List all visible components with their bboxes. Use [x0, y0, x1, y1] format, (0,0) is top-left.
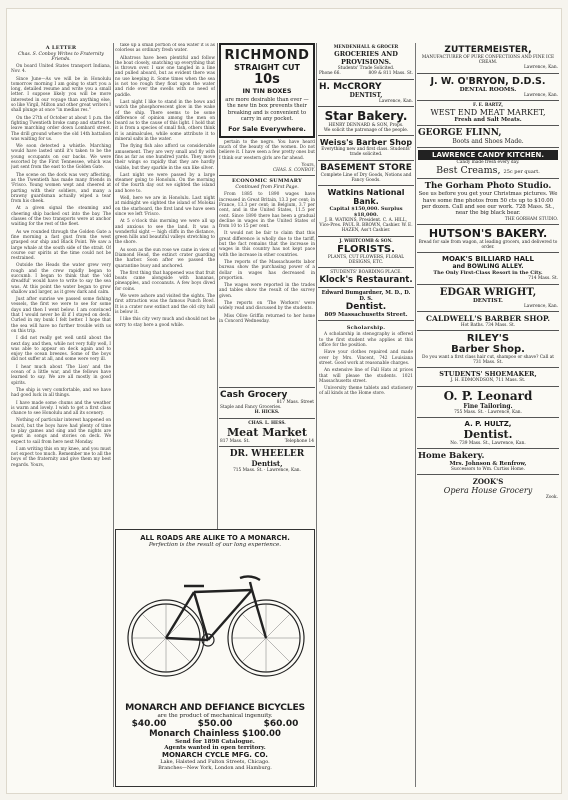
bicycle-illustration	[116, 548, 314, 698]
obryon-sub: DENTAL ROOMS.	[459, 86, 517, 93]
econ-body	[219, 192, 315, 324]
hultz-sub: Dentist.	[463, 427, 513, 441]
para: The flying fish also afford us considerable amusement. They are very small and fly with fins as far as one hundred yards. They move their wings so rapidly that they are hardly visible, but they sparkle in the sun like silver.	[115, 144, 215, 171]
leonard-ad	[417, 386, 559, 417]
monarch-prices	[116, 719, 314, 729]
mccrory-sub: DENTIST,	[349, 91, 383, 99]
bartz-sub: Fresh and Salt Meats.	[454, 117, 522, 124]
para: Well, here we are in Honolulu. Last night at midnight we sighted the island of Molokai on the starboard, the first land we have seen since we left 'Frisco.	[115, 196, 215, 217]
monarch-catalogue: Send for 1898 Catalogue.	[175, 739, 255, 745]
locals	[318, 320, 414, 400]
creams-title: Best Creams,	[436, 165, 501, 177]
riley-sub: Do you want a first class hair cut, shampoo or shave? Call at 731 Mass. St.	[422, 355, 554, 366]
para: The reports of the Massachusetts labor bureau show the purchasing power of a dollar in wages has decreased in proportion.	[219, 259, 315, 281]
newspaper-page	[6, 8, 562, 794]
caldwell-ad	[417, 311, 559, 330]
wright-title: EDGAR WRIGHT,	[439, 286, 537, 298]
column-rule	[415, 43, 416, 787]
zooks-sign: Zook.	[545, 495, 558, 501]
obryon-addr: Lawrence, Kan.	[523, 92, 558, 98]
basement-store-title: BASEMENT STORE	[320, 162, 412, 173]
monarch-title: MONARCH AND DEFIANCE BICYCLES	[125, 702, 305, 713]
para: pertain to the negro. You have heard much of the beauty of the women. Do not believe it. I have seen a few pretty ones but I think our western girls are far ahead.	[219, 139, 315, 161]
cash-grocery-ad	[219, 387, 315, 418]
mccrory-ad	[318, 79, 414, 106]
monarch-tagline: are the product of mechanical ingenuity.	[157, 713, 273, 719]
wheeler-title: DR. WHEELER	[229, 449, 305, 460]
para: Nothing of particular interest happened on board, but the boys have had plenty of time to play games and sing and the nights are spent in songs and stories on deck. We expect to sail from here next Monday.	[11, 418, 111, 445]
hutson-ad	[417, 224, 559, 252]
star-bakery-title: Star Bakery.	[324, 108, 408, 123]
cash-grocery-sub: Staple and Fancy Groceries.	[220, 405, 282, 411]
para: We soon detected a whistle. Marching would have lasted until it's taken to be the young occupants on our backs. We were escorted by the First Tennessee, which was just sent from the east to the Golden Gate.	[11, 144, 111, 171]
hutson-title: HUTSON'S BAKERY.	[428, 227, 548, 241]
monarch-bicycle-ad	[115, 529, 315, 787]
hultz-addr: No. 739 Mass. St., Lawrence, Kan.	[450, 440, 526, 446]
para: Just after sunrise we passed some fishing vessels, the first we were to see for some days and then I went below. I am convinced that I would never be ill if I stayed on deck. Curled in my bunk I felt better. I hope that the sea will have no further trouble with us on this trip.	[11, 297, 111, 334]
hultz-ad	[417, 417, 559, 448]
para: It would not be fair to claim that this great difference is wholly due to the tariff, but the fact remains that the increase in wages in this country has not kept pace with the increase in other countries.	[219, 231, 315, 258]
shoemaker-sub: J. H. EDMONDSON, 711 Mass. St.	[450, 378, 526, 384]
star-bakery-ad	[318, 106, 414, 135]
para: I hear much about 'The Lion' and the ocean of a little war, and the fellows have learned to say. We are all mostly in good spirits.	[11, 364, 111, 386]
richmond-body: are more desirable than ever — the new tin box prevents their breaking and is convenient to carry in any pocket.	[225, 97, 309, 123]
klock-title: Klock's Restaurant.	[319, 275, 413, 286]
moak-ad	[417, 252, 559, 283]
signature: CHAS. S. CONBOY.	[272, 168, 315, 174]
meat-market-ad	[219, 418, 315, 446]
sign-off: Yours,	[301, 162, 315, 168]
leonard-title: O. P. Leonard	[443, 388, 533, 403]
moak-addr: 714 Mass. St.	[528, 276, 558, 282]
shoemaker-title: STUDENTS' SHOEMAKER,	[439, 370, 537, 379]
home-bakery-ad	[417, 448, 559, 474]
wright-sub: DENTIST.	[473, 297, 503, 304]
moak-sub: The Only First-Class Resort in the City.	[433, 270, 543, 277]
home-bakery-sub2: Successors to Wm. Curtiss Home.	[451, 467, 525, 473]
bumgardner-addr: 809 Massachusetts Street.	[324, 312, 408, 319]
weiss-barber-title: Weiss's Barber Shop	[319, 138, 413, 148]
para: Outside the Heads the water grew very rough and the crew rapidly began to succumb. I began to think that the 'old dreadful' would have to write to say the sea was. At this point the water began to grow shallow and larger, as it grew dark and calm.	[11, 263, 111, 295]
letter-heading: A LETTER	[45, 45, 77, 51]
bartz-name: F. E. BARTZ,	[472, 102, 504, 108]
leonard-addr: 755 Mass. St. · Lawrence, Kan.	[454, 409, 522, 415]
star-bakery-note: We solicit the patronage of the people.	[323, 128, 409, 134]
home-bakery-sub: Mrs. Johnson & Renfrow,	[449, 461, 527, 468]
cash-grocery-title: Cash Grocery	[220, 390, 288, 400]
wheeler-ad	[219, 446, 315, 475]
column-rule	[113, 43, 114, 787]
weiss-barber-ad	[318, 135, 414, 159]
para: take up a small portion of sea water it is as colorless as ordinary fresh water.	[115, 43, 215, 54]
letter-body	[11, 64, 111, 468]
richmond-ad	[219, 43, 315, 138]
para: Last night I like to stand in the bows and watch the phosphorescent glow in the wake of the ship. There seems to be some difference of opinion among the men on board as to the cause of this light. I hold that it is from a species of small fish, others think it is animalcules, while some attribute it to mineral salts in the water.	[115, 99, 215, 143]
letter-continued-column	[115, 43, 215, 523]
spokes	[132, 604, 300, 672]
zooks-sub: Opera House Grocery	[443, 486, 533, 496]
para: Miss Olive Griffin returned to her home in Concord Wednesday.	[219, 313, 315, 324]
basement-store-ad	[318, 160, 414, 185]
gorham-sub: See us before you get your Christmas pictures. We have some fine photos from 50 cts up to $10.00 per dozen. Call and see our work. 728 Mass. St., near the big black bear.	[418, 191, 558, 217]
grocery-title: GROCERIES AND PROVISIONS.	[334, 50, 398, 67]
cash-grocery-addr: 817 Mass. Street	[276, 400, 314, 405]
florists-sub: PLANTS, CUT FLOWERS, FLORAL DESIGNS, ETC.	[327, 254, 405, 266]
grocery-phone: Phone 66.	[319, 71, 341, 77]
mccrory-title: H. McCRORY	[319, 81, 382, 92]
grocery-contact	[319, 71, 413, 76]
wright-ad	[417, 284, 559, 311]
leonard-sub: Fine Tailoring.	[463, 402, 513, 410]
meat-market-contact	[220, 439, 314, 444]
zooks-title: ZOOK'S	[472, 477, 504, 487]
locals-body	[319, 332, 413, 396]
para: I have made some chums and the weather is warm and lovely. I wish to get a first class chance to see Honolulu and all its scenery.	[11, 400, 111, 417]
econ-subhead: Continued from First Page.	[235, 185, 299, 191]
grocery-addr: 809 & 811 Mass. St.	[368, 71, 413, 77]
para: An extensive line of Fall Hats at prices that will please the students. 1021 Massachusetts street.	[319, 368, 413, 384]
para: The wages were reported in the trades and tables show the result of the survey given.	[219, 283, 315, 299]
monarch-address: Lake, Halsted and Fulton Streets, Chicago.	[160, 759, 270, 765]
meat-market-phone: Telephone 14	[284, 438, 314, 444]
column-four	[318, 43, 414, 787]
bartz-ad	[417, 100, 559, 125]
creams-price: 25c per quart.	[503, 169, 540, 176]
para: The first thing that happened was that fruit boats came alongside with bananas, pineapples, and cocoanuts. A few boys dived for coins.	[115, 270, 215, 292]
wheeler-sub: Dentist,	[251, 459, 283, 469]
para: At 5 o'clock this morning we were all up and anxious to see the land. It was a wonderful sight — high cliffs in the distance, green hills and beautiful valleys stretching to the shore.	[115, 219, 215, 246]
creams-line	[418, 165, 558, 176]
para: As we rounded through the Golden Gate a fine morning a fast gust from the west grasped our ship and Black Point. We saw a large whale at the south side of the strait. Of course our spirits at the time could not be restrained.	[11, 229, 111, 262]
bumgardner-ad	[318, 287, 414, 320]
candy-kitchen-title: LAWRENCE CANDY KITCHEN.	[418, 150, 558, 160]
letter-body-continued	[115, 43, 215, 328]
star-bakery-sub: HENRY DENNARD & SON, Props.	[328, 122, 404, 128]
richmond-line2: STRAIGHT CUT	[234, 63, 300, 72]
zuttermeister-sub: MANUFACTURER OF PURE CONFECTIONS AND FINE ICE CREAM.	[421, 55, 555, 66]
price: $40.00	[131, 719, 167, 729]
gorham-title: The Gorham Photo Studio.	[424, 181, 552, 192]
letter-tail	[219, 140, 315, 174]
richmond-footer: For Sale Everywhere.	[228, 124, 306, 133]
para: The reports on 'The Workers' were widely read and discussed by the students.	[219, 301, 315, 312]
letter-column	[11, 43, 111, 787]
watkins-bank-officers: J. B. WATKINS, President. C. A. HILL, Vice-Pres. PAUL R. BROWN, Cashier. W. E. HAZEN, Ass't Cashier.	[319, 218, 413, 234]
hutson-sub: Bread for sale from wagon, at leading grocers, and delivered to order.	[418, 240, 558, 251]
wright-addr: Lawrence, Kan.	[523, 303, 558, 309]
flinn-title: GEORGE FLINN,	[418, 128, 502, 139]
para: On the 27th of October at about 1 p.m. the fighting Twentieth broke camp and started to leave marching order down Lombard street. The drill ground where the old 14th battalion was waiting for us.	[11, 115, 111, 142]
florists-head: J. WHITCOMB & SON.	[339, 238, 393, 244]
watkins-bank-title: Watkins National Bank.	[327, 188, 405, 207]
para: I am writing this on my knee, and you must not expect too much. Remember me to all the boys of the fraternity and give them my best regards. Yours,	[11, 446, 111, 468]
zuttermeister-ad	[417, 43, 559, 73]
grocery-sub: Students' Trade Solicited.	[337, 66, 395, 72]
scholarship-heading: Scholarship.	[346, 325, 386, 332]
riley-title: RILEY'S	[466, 333, 510, 345]
monarch-headline: ALL ROADS ARE ALIKE TO A MONARCH.	[140, 534, 290, 542]
monarch-sub: Perfection is the result of our long experience.	[148, 542, 282, 548]
para: A scholarship in stenography is offered to the first student who applies at this office for the position.	[319, 332, 413, 349]
meat-market-title: Meat Market	[226, 425, 307, 439]
para: We were ashore and visited the sights. The first attraction was the famous Punch Bowl. It is a crater now extinct and the old city hall is below it.	[115, 294, 215, 315]
hicks-name: H. HICKS.	[254, 410, 280, 416]
klock-sub: STUDENTS' BOARDING PLACE.	[330, 270, 402, 276]
para: The scene on the dock was very affecting, as the Twentieth has made many friends in 'Frisco. Young women wept and cheered at parting with their soldiers, and many a brawny guardsman actually wiped a tear from his cheek.	[11, 172, 111, 205]
moak-title2: and BOWLING ALLEY.	[452, 263, 524, 271]
home-bakery-title: Home Bakery.	[418, 451, 485, 462]
moak-title: MOAK'S BILLIARD HALL	[442, 255, 534, 264]
price: $60.00	[263, 719, 299, 729]
flinn-sub: Boots and Shoes Made.	[452, 138, 524, 146]
caldwell-sub: Hot Baths. 734 Mass. St.	[460, 322, 516, 328]
para: Last night we were passed by a large steamer going to Honolulu. On the morning of the fourth day out we sighted the island and hove to.	[115, 172, 215, 194]
para: On board United States transport Indiana, Nov. 4.	[11, 64, 111, 75]
zuttermeister-addr: Lawrence, Kan.	[523, 65, 558, 71]
monarch-company: MONARCH CYCLE MFG. CO.	[162, 751, 268, 759]
para: As soon as the sun rose we came in view of Diamond Head, the extinct crater guarding the harbor. Soon after we passed the quarantine buoy and anchored.	[115, 247, 215, 269]
klock-ad	[318, 267, 414, 287]
basement-store-sub: Complete Line of Dry Goods, Notions and Fancy Goods.	[320, 172, 412, 183]
candy-kitchen-ad	[417, 147, 559, 178]
zuttermeister-title: ZUTTERMEISTER,	[444, 45, 532, 55]
bumgardner-sub: Dentist.	[345, 302, 387, 313]
watkins-bank-ad	[318, 185, 414, 236]
zooks-ad	[417, 474, 559, 502]
hultz-title: A. P. HULTZ,	[464, 419, 512, 428]
obryon-title: J. W. O'BRYON, D.D.S.	[430, 75, 546, 87]
richmond-line3: 10s	[254, 72, 280, 87]
column-rule	[316, 43, 317, 787]
monarch-agents: Agents wanted in open territory.	[164, 745, 266, 751]
para: I did not really get well until about the next day, and then, while not very fully well, I was able to appear on deck again and to enjoy the ocean breezes. Some of the boys did not suffer at all, and some were very ill.	[11, 336, 111, 363]
richmond-line4: IN TIN BOXES	[242, 87, 292, 95]
caldwell-title: CALDWELL'S BARBER SHOP.	[426, 313, 550, 323]
bumgardner-title: Edward Bumgardner, M. D., D. D. S.	[321, 290, 411, 303]
obryon-ad	[417, 73, 559, 100]
letter-subhead: Chas. S. Conboy Writes to Fraternity Friends.	[18, 52, 104, 62]
para: I like this city very much and should not be sorry to stay here a good while.	[115, 317, 215, 328]
para: From 1885 to 1890 wages have increased in Great Britain, 13.3 per cent; in France, 13.3 per cent; in Belgium, 3.7 per cent, and in the United States, 11.5 per cent. Since 1890 there has been a gradual decline in wages in the United States of from 10 to 15 per cent.	[219, 192, 315, 230]
hess-name: CHAS. L. HESS.	[248, 420, 286, 426]
column-three-ads	[219, 387, 315, 527]
riley-title2: Barber Shop.	[451, 344, 525, 356]
column-five	[417, 43, 559, 787]
para: University theme tablets and stationery of all kinds at the Home store.	[319, 386, 413, 397]
price: $50.00	[197, 719, 233, 729]
grocery-head: MENDENHALL & GROCER	[333, 45, 399, 50]
meat-market-addr: 817 Mass. St.	[220, 438, 250, 444]
gorham-ad	[417, 178, 559, 224]
watkins-bank-capital: Capital $150,000. Surplus $18,000.	[329, 206, 403, 219]
para: The ship is very comfortable, and we have had good luck in all things.	[11, 387, 111, 399]
florists-ad	[318, 236, 414, 268]
wheeler-addr: 715 Mass. St. · Lawrence, Kan.	[233, 468, 301, 474]
econ-heading: ECONOMIC SUMMARY	[219, 175, 315, 184]
monarch-chainless: Monarch Chainless $100.00	[149, 729, 281, 739]
para: Have your clothes repaired and made over by Mrs. Vincent, 742 Louisiana street. Good work at reasonable charges.	[319, 350, 413, 366]
para: Since June—As we will be in Honolulu tomorrow morning I am going to start you a long, detailed resume and write you a small letter. I suppose likely you will be more interested in our voyage than anything else, so like Virgil, Milton and other great writers I shall plunge at once "in medias res."	[11, 76, 111, 114]
bartz-title: WEST END MEAT MARKET,	[430, 108, 546, 118]
shoemaker-ad	[417, 367, 559, 385]
gorham-sign: THE GORHAM STUDIO.	[504, 216, 558, 222]
candy-kitchen-sub: Candy made fresh every day.	[456, 160, 520, 166]
mccrory-city: Lawrence, Kan.	[378, 98, 413, 104]
florists-title: FLORISTS.	[337, 243, 395, 255]
para: At a given signal the steaming and cheering ship backed out into the bay. The classes of the two transports were at anchor waiting for the rest of the fleet.	[11, 206, 111, 228]
monarch-branches: Branches—New York, London and Hamburg.	[158, 765, 272, 771]
weiss-barber-sub: Everything new and first class. Students' trade solicited.	[321, 147, 411, 158]
bicycle-frame	[166, 576, 266, 640]
riley-ad	[417, 330, 559, 367]
grocery-ad	[318, 43, 414, 79]
flinn-ad	[417, 125, 559, 147]
richmond-title: RICHMOND	[224, 48, 310, 63]
para: Albatross have been plentiful and follow the boat closely, snatching up everything that is thrown over. I saw one tangled in a line and pulled aboard, but as evident there was no use keeping it. Some times when the sea is not too rough they float upon the water and ride over the swells with no need of paddle.	[115, 55, 215, 98]
